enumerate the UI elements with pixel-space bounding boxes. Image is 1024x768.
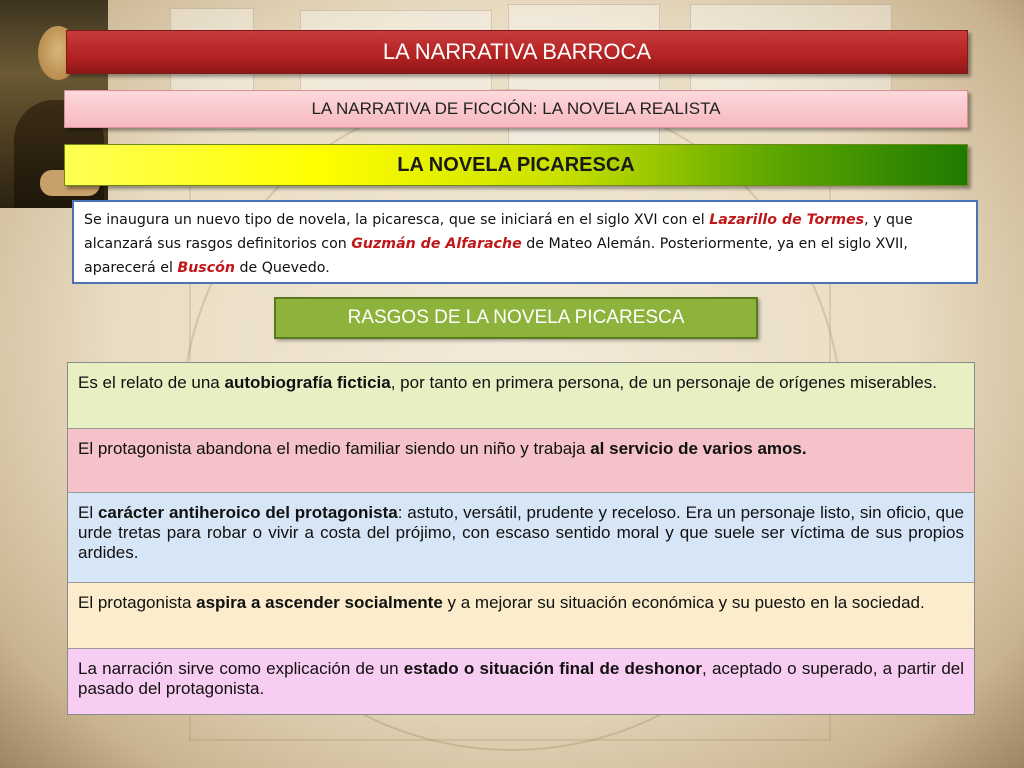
rasgos-table: [67, 362, 975, 715]
rasgo-row: El carácter antiheroico del protagonista: astuto, versátil, prudente y receloso. Era un personaje listo, sin oficio, que urde tretas para robar o vivir a costa del prójimo, con escaso sentido moral y que suele ser víctima de sus propios ardides.: [68, 493, 974, 583]
intro-text: , y que alcanzará sus rasgos definitorios con: [84, 212, 913, 252]
rasgo-highlight: estado o situación final de deshonor: [403, 659, 702, 678]
rasgo-row: El protagonista aspira a ascender socialmente y a mejorar su situación económica y su puesto en la sociedad.: [68, 583, 974, 649]
work-title-guzman: Guzmán de Alfarache: [351, 236, 522, 252]
rasgos-heading: RASGOS DE LA NOVELA PICARESCA: [274, 297, 758, 339]
intro-paragraph: [72, 200, 978, 284]
work-title-buscon: Buscón: [177, 260, 236, 276]
slide-title: LA NARRATIVA BARROCA: [66, 30, 968, 74]
intro-text: de Quevedo.: [235, 260, 330, 276]
rasgo-highlight: carácter antiheroico del protagonista: [97, 503, 398, 522]
rasgo-row: Es el relato de una autobiografía ficticia, por tanto en primera persona, de un personaje de orígenes miserables.: [68, 363, 974, 429]
intro-text: de Mateo Alemán. Posteriormente, ya en el siglo XVII, aparecerá el: [84, 236, 908, 276]
slide-subtitle: LA NARRATIVA DE FICCIÓN: LA NOVELA REALISTA: [64, 90, 968, 128]
work-title-lazarillo: Lazarillo de Tormes: [709, 212, 865, 228]
rasgo-highlight: autobiografía ficticia: [224, 373, 391, 392]
rasgo-highlight: aspira a ascender socialmente: [196, 593, 443, 612]
rasgo-row: La narración sirve como explicación de un estado o situación final de deshonor, aceptado o superado, a partir del pasado del protagonista.: [68, 649, 974, 714]
rasgo-row: El protagonista abandona el medio familiar siendo un niño y trabaja al servicio de varios amos.: [68, 429, 974, 493]
rasgo-highlight: al servicio de varios amos.: [590, 439, 807, 458]
intro-text: Se inaugura un nuevo tipo de novela, la picaresca, que se iniciará en el siglo XVI con el: [84, 212, 710, 228]
section-title: LA NOVELA PICARESCA: [64, 144, 968, 186]
